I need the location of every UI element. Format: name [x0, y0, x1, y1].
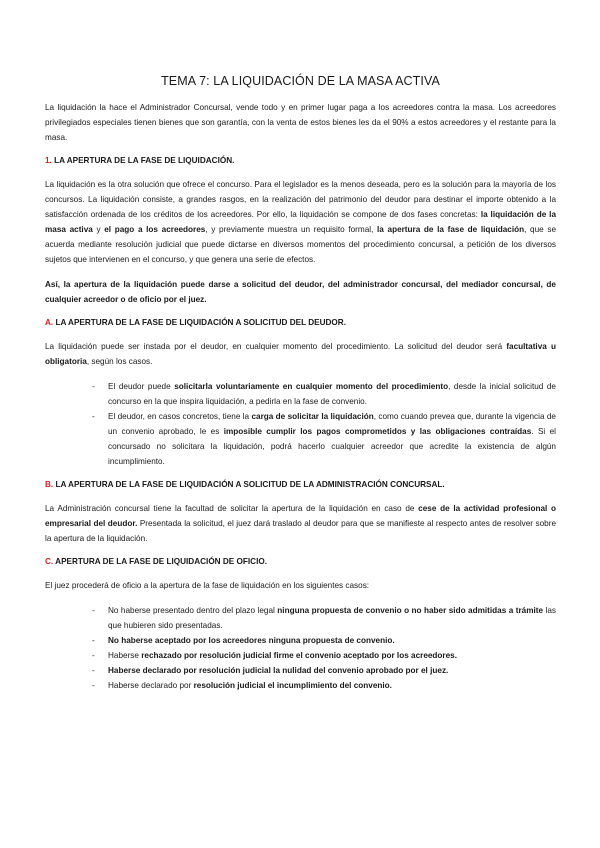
list-dash: - [92, 412, 95, 421]
text-run: La liquidación puede ser instada por el deudor, en cualquier momento del procedimiento. La solicitud del deudor será [45, 342, 507, 351]
list-dash: - [92, 651, 95, 660]
bold-run: ninguna propuesta de convenio o no haber sido admitidas a trámite [277, 606, 544, 615]
text-run: No haberse presentado dentro del plazo legal [108, 606, 278, 615]
bold-run: el pago a los acreedores [104, 225, 206, 234]
section-c-letter: C. [45, 557, 54, 566]
page-title: TEMA 7: LA LIQUIDACIÓN DE LA MASA ACTIVA [161, 74, 440, 88]
section-b-paragraph [45, 501, 556, 546]
bold-run: carga de solicitar la liquidación [251, 412, 374, 421]
list-dash: - [92, 382, 95, 391]
bold-run: Haberse declarado por resolución judicial la nulidad del convenio aprobado por el juez. [108, 666, 449, 675]
list-item [45, 633, 556, 648]
text-run: , y previamente muestra un requisito formal, [205, 225, 378, 234]
bold-run: rechazado por resolución judicial firme el convenio aceptado por los acreedores. [141, 651, 458, 660]
section-a-heading-text: LA APERTURA DE LA FASE DE LIQUIDACIÓN A SOLICITUD DEL DEUDOR. [55, 318, 346, 327]
text-run: , desde la inicial solicitud de concurso en la que inspira liquidación, a pedirla en la fase de convenio. [108, 382, 556, 406]
list-item [45, 379, 556, 409]
text-run: , como cuando prevea que, durante la vigencia de un convenio aprobado, le es [108, 412, 556, 436]
bold-run: resolución judicial el incumplimiento del convenio. [193, 681, 392, 690]
section-a-paragraph [45, 339, 556, 369]
intro-paragraph: La liquidación la hace el Administrador Concursal, vende todo y en primer lugar paga a los acreedores contra la masa. Los acreedores privilegiados especiales tienen bienes que son garantía, con la venta de estos bienes les da el 90% a estos acreedores y el restante para la masa. [45, 103, 556, 142]
section-a-letter: A. [45, 318, 54, 327]
list-dash: - [92, 681, 95, 690]
section-1-heading-text: LA APERTURA DE LA FASE DE LIQUIDACIÓN. [54, 156, 235, 165]
bold-run: imposible cumplir los pagos comprometidos y las obligaciones contraídas [223, 427, 532, 436]
section-1-heading [45, 155, 556, 167]
section-1-paragraph-2 [45, 277, 556, 307]
section-b-heading [45, 479, 556, 491]
list-item [45, 663, 556, 678]
text-run: La Administración concursal tiene la facultad de solicitar la apertura de la liquidación en caso de [45, 504, 419, 513]
bold-run: la liquidación de la masa activa [45, 210, 556, 234]
section-1-number: 1. [45, 156, 52, 165]
bold-run: facultativa u obligatoria [45, 342, 556, 366]
text-run: El deudor, en casos concretos, tiene la [108, 412, 252, 421]
text-run: . Si el concursado no solicitara la liquidación, podrá hacerlo cualquier acreedor que acredite la existencia de algún incumplimiento. [108, 427, 556, 466]
section-c-list [45, 603, 556, 693]
bold-run: Así, la apertura de la liquidación puede darse a solicitud del deudor, del administrador concursal, del mediador concursal, de cualquier acreedor o de oficio por el juez. [45, 280, 556, 304]
bold-run: No haberse aceptado por los acreedores ninguna propuesta de convenio. [108, 636, 395, 645]
list-item [45, 603, 556, 633]
bold-run: cese de la actividad profesional o empresarial del deudor. [45, 504, 557, 528]
list-item [45, 678, 556, 693]
list-dash: - [92, 666, 95, 675]
section-a-heading [45, 317, 556, 329]
bold-run: solicitarla voluntariamente en cualquier momento del procedimiento [174, 382, 449, 391]
text-run: , que se acuerda mediante resolución judicial que puede dictarse en diversos momentos del procedimiento concursal, a petición de los diversos sujetos que intervienen en el concurso, y que genera una serie de efectos. [45, 225, 557, 264]
text-run: , según los casos. [86, 357, 153, 366]
section-b-heading-text: LA APERTURA DE LA FASE DE LIQUIDACIÓN A SOLICITUD DE LA ADMINISTRACIÓN CONCURSAL. [55, 480, 445, 489]
text-run: Haberse [108, 651, 142, 660]
bold-run: la apertura de la fase de liquidación [377, 225, 525, 234]
section-c-heading-text: APERTURA DE LA FASE DE LIQUIDACIÓN DE OFICIO. [55, 557, 267, 566]
section-c-paragraph: El juez procederá de oficio a la apertura de la fase de liquidación en los siguientes casos: [45, 581, 370, 590]
list-dash: - [92, 636, 95, 645]
list-item [45, 409, 556, 469]
section-1-paragraph-1 [45, 177, 556, 267]
text-run: El deudor puede [108, 382, 175, 391]
document-page [45, 74, 556, 703]
text-run: y [92, 225, 105, 234]
section-b-letter: B. [45, 480, 54, 489]
list-item [45, 648, 556, 663]
list-dash: - [92, 606, 95, 615]
text-run: Haberse declarado por [108, 681, 194, 690]
section-a-list [45, 379, 556, 469]
section-c-heading [45, 556, 556, 568]
text-run: las que hubieren sido presentadas. [108, 606, 556, 630]
text-run: Presentada la solicitud, el juez dará traslado al deudor para que se manifieste al respecto antes de resolver sobre la apertura de la liquidación. [45, 519, 556, 543]
text-run: La liquidación es la otra solución que ofrece el concurso. Para el legislador es la menos deseada, pero es la solución para la mayoría de los concursos. La liquidación consiste, a grandes rasgos, en la realización del patrimonio del deudor para destinar el importe obtenido a la satisfacción ordenada de los créditos de los acreedores. Por ello, la liquidación se compone de dos fases concretas: [45, 180, 556, 219]
